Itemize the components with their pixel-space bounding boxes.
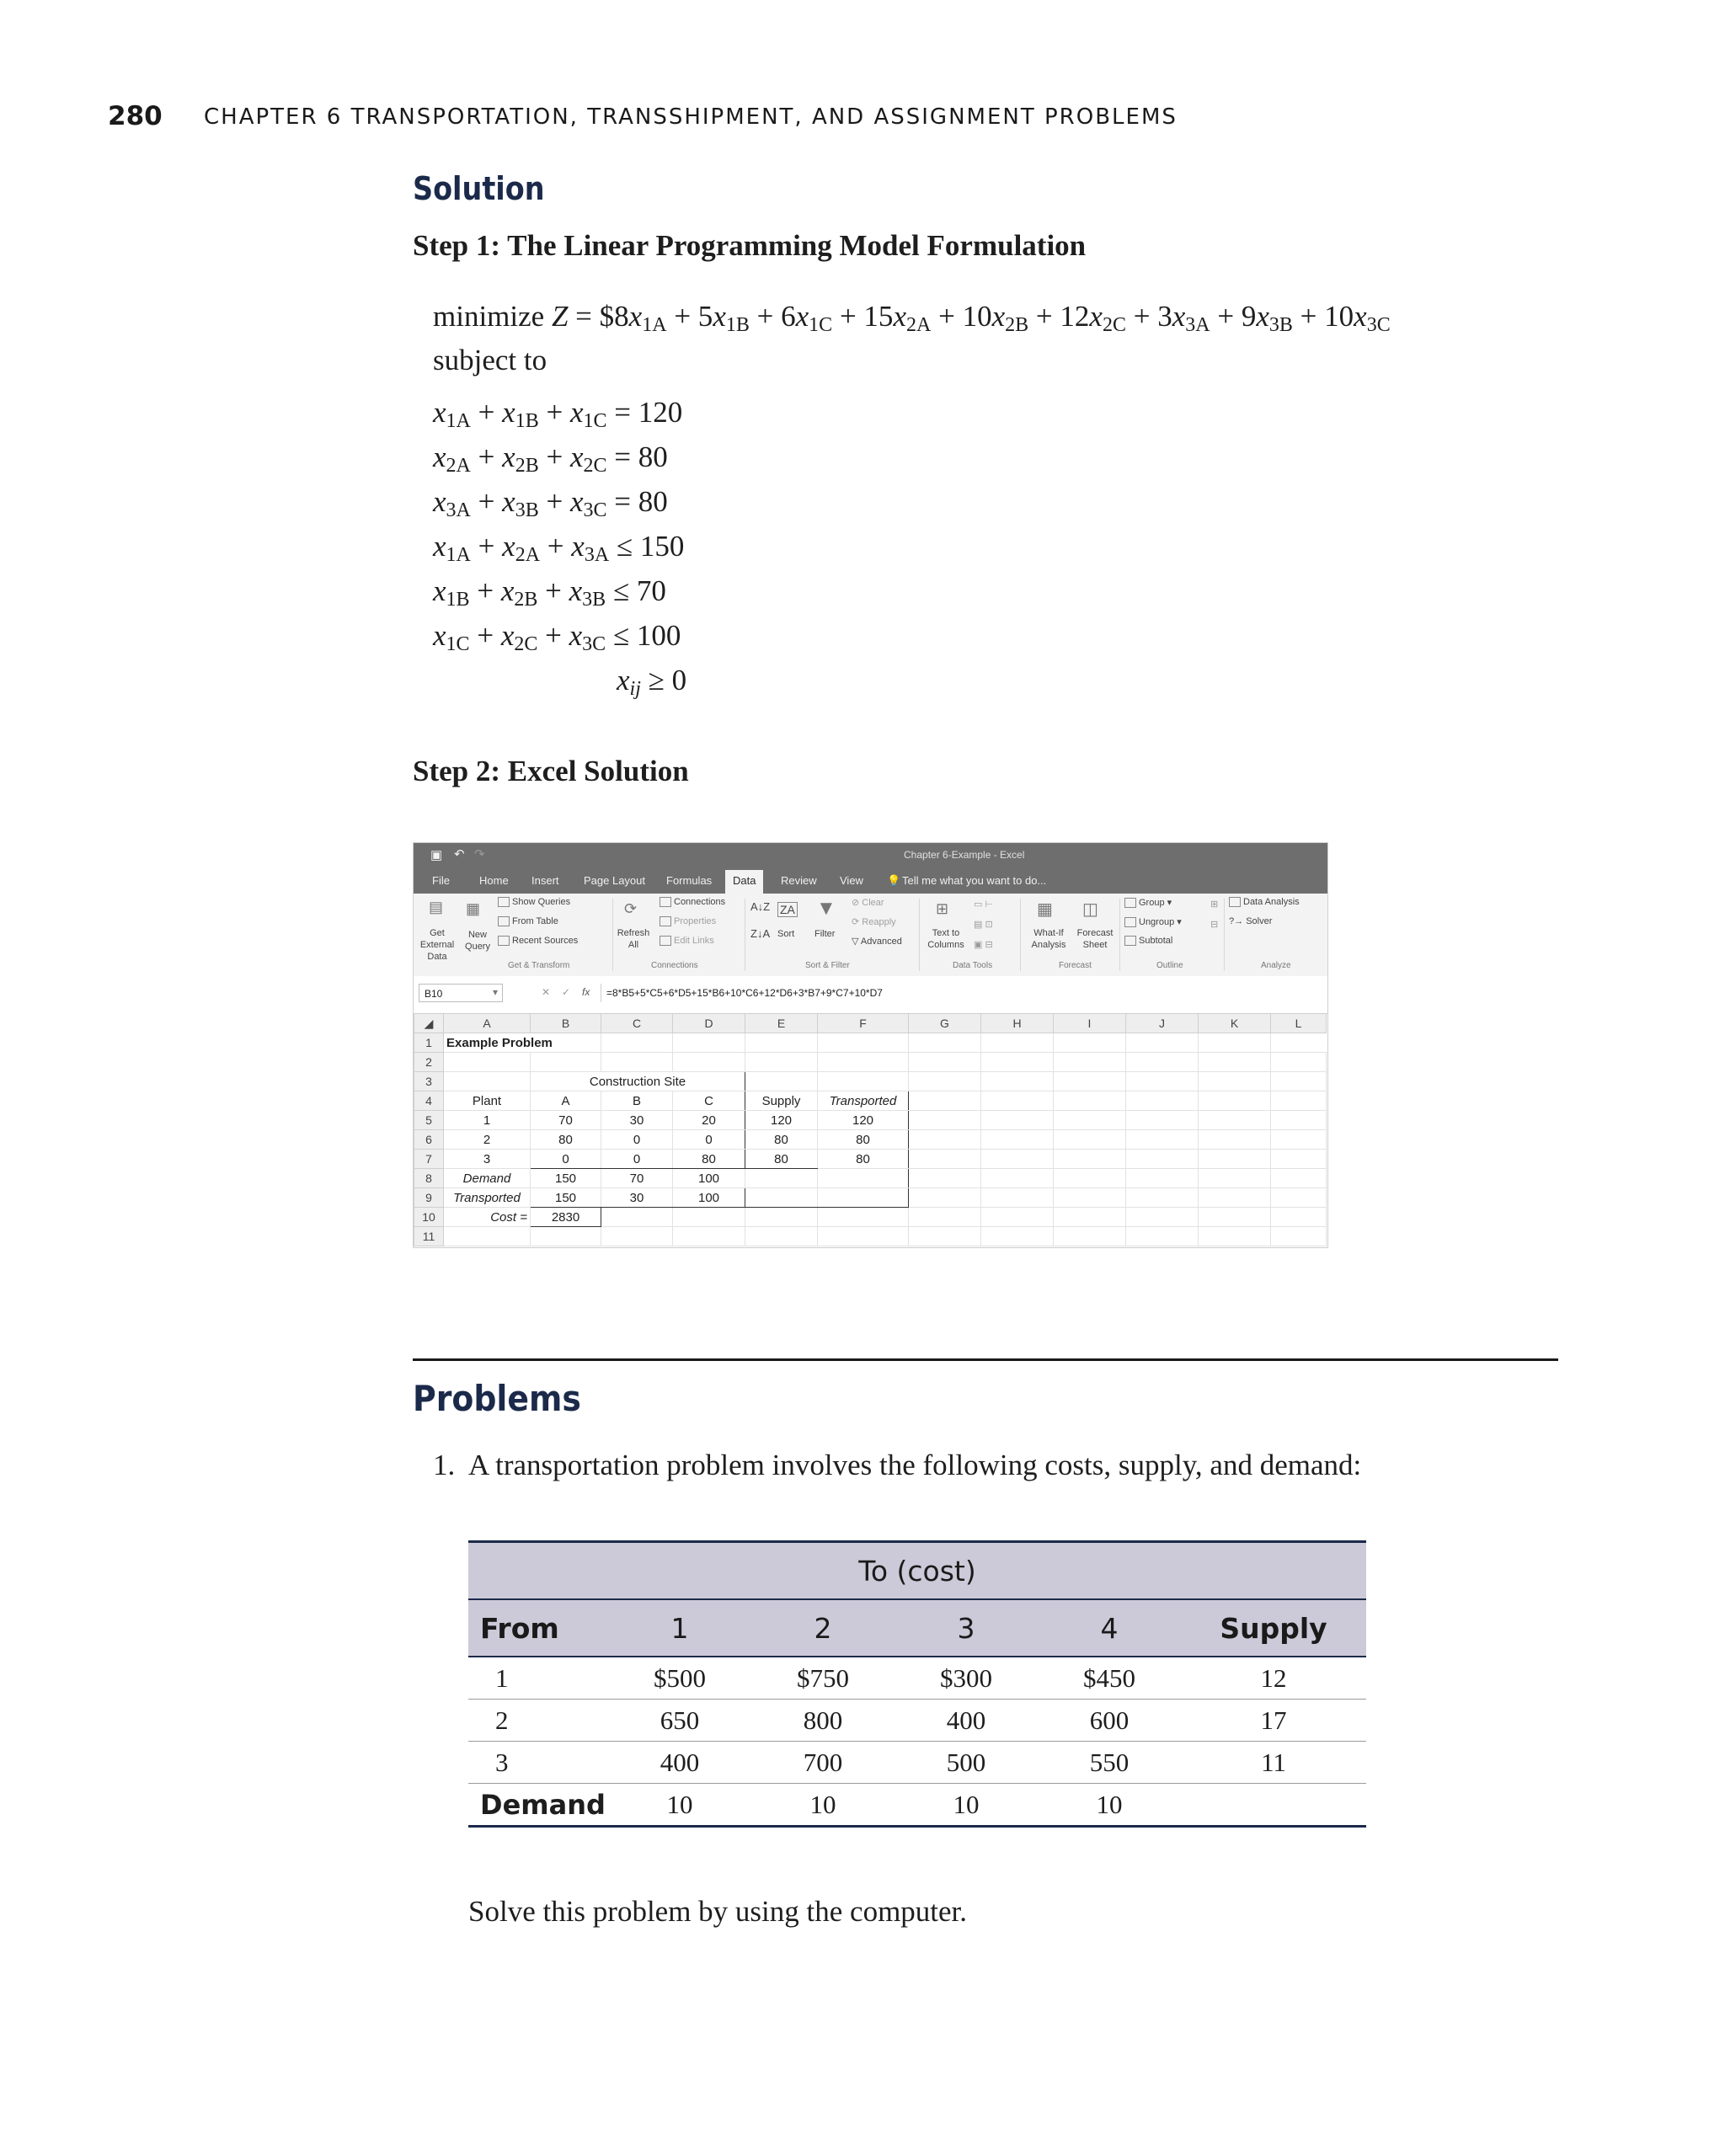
row-header[interactable]: 1 <box>414 1033 444 1053</box>
refresh-all-button[interactable]: Refresh All <box>617 928 650 950</box>
cell-a7[interactable]: 3 <box>444 1150 531 1169</box>
cell-a1[interactable]: Example Problem <box>444 1033 601 1053</box>
cost-cell: $750 <box>751 1657 895 1700</box>
column-header-row <box>414 1014 1327 1033</box>
tab-insert[interactable]: Insert <box>531 874 559 887</box>
table-row <box>468 1700 1366 1742</box>
cost-cell: 650 <box>608 1700 751 1742</box>
table-icon <box>498 916 510 926</box>
row-header[interactable]: 10 <box>414 1208 444 1227</box>
nonnegativity-constraint: $x_{ij} \ge 0$ <box>617 664 687 700</box>
cell-d9[interactable]: 100 <box>673 1188 745 1208</box>
show-detail-icon[interactable]: ⊞ <box>1210 899 1219 910</box>
group-label: Data Tools <box>953 961 993 970</box>
cell-f4[interactable]: Transported <box>818 1091 909 1111</box>
subtotal-icon <box>1124 936 1136 946</box>
sort-ascending-icon[interactable]: A↓Z <box>750 900 771 913</box>
name-box-dropdown-icon[interactable]: ▾ <box>493 986 499 998</box>
supply-header: Supply <box>1181 1599 1366 1657</box>
group-label: Outline <box>1156 961 1183 970</box>
row-header[interactable]: 5 <box>414 1111 444 1130</box>
table-row <box>414 1111 1327 1130</box>
ribbon-divider <box>1020 899 1021 971</box>
tab-file[interactable]: File <box>432 874 450 887</box>
data-validation-icon[interactable]: ▣ ⊟ <box>974 940 993 950</box>
demand-empty-cell <box>1181 1784 1366 1827</box>
advanced-button[interactable]: ▽ Advanced <box>852 937 902 947</box>
column-header[interactable]: A <box>444 1014 531 1033</box>
table-row <box>468 1657 1366 1700</box>
cell-c4[interactable]: B <box>601 1091 673 1111</box>
group-button[interactable]: Group ▾ <box>1124 897 1172 908</box>
objective-function: minimize $Z = \$8x_{1A} + 5x_{1B} + 6x_{1C} + 15x_{2A} + 10x_{2B} + 12x_{2C} + 3x_{3A} + 9x_{3B} + 10x_{3C}$ <box>433 300 1391 336</box>
cost-cell: $450 <box>1038 1657 1181 1700</box>
supply-cell: 11 <box>1181 1742 1366 1784</box>
filter-icon: ▼ <box>816 897 836 920</box>
source-cell: 1 <box>468 1657 608 1700</box>
column-header[interactable]: C <box>601 1014 673 1033</box>
text-to-columns-button[interactable]: Text to Columns <box>927 928 964 950</box>
redo-icon[interactable]: ↷ <box>474 847 485 862</box>
from-header: From <box>468 1599 608 1657</box>
column-header[interactable]: G <box>909 1014 981 1033</box>
hide-detail-icon[interactable]: ⊟ <box>1210 920 1219 930</box>
forecast-sheet-icon: ◫ <box>1082 900 1098 919</box>
forecast-sheet-button[interactable]: Forecast Sheet <box>1076 928 1114 950</box>
cell-f7[interactable]: 80 <box>818 1150 909 1169</box>
cost-cell: $300 <box>895 1657 1038 1700</box>
recent-sources-button[interactable]: Recent Sources <box>498 936 578 946</box>
cell-c5[interactable]: 30 <box>601 1111 673 1130</box>
data-analysis-icon <box>1229 897 1241 907</box>
tell-me-box[interactable]: Tell me what you want to do... <box>902 874 1047 887</box>
step2-heading: Step 2: Excel Solution <box>413 755 689 787</box>
reapply-button[interactable]: ⟳ Reapply <box>852 917 896 927</box>
problem-instruction: Solve this problem by using the computer. <box>468 1895 968 1928</box>
excel-title-bar <box>414 843 1327 867</box>
table-row <box>414 1130 1327 1150</box>
cell-b9[interactable]: 150 <box>531 1188 601 1208</box>
table-header-row <box>468 1599 1366 1657</box>
formula-bar <box>414 976 1327 1014</box>
cost-cell: 500 <box>895 1742 1038 1784</box>
new-query-icon: ▦ <box>466 900 481 917</box>
formula-input[interactable]: =8*B5+5*C5+6*D5+15*B6+10*C6+12*D6+3*B7+9*C7+10*D7 <box>601 984 1316 1002</box>
column-header[interactable]: B <box>531 1014 601 1033</box>
cell-e4[interactable]: Supply <box>745 1091 818 1111</box>
constraint: $x_{1A} + x_{1B} + x_{1C} = 120$ <box>433 396 683 432</box>
cost-cell: 800 <box>751 1700 895 1742</box>
cell-c9[interactable]: 30 <box>601 1188 673 1208</box>
row-header[interactable]: 3 <box>414 1072 444 1091</box>
flash-fill-icon[interactable]: ▭ ⊢ <box>974 899 994 910</box>
table-row <box>414 1227 1327 1246</box>
new-query-button[interactable]: New Query <box>465 930 490 952</box>
ribbon-divider <box>612 899 613 971</box>
row-header[interactable]: 11 <box>414 1227 444 1246</box>
cell-d5[interactable]: 20 <box>673 1111 745 1130</box>
constraint: $x_{3A} + x_{3B} + x_{3C} = 80$ <box>433 485 668 521</box>
group-label: Get & Transform <box>508 961 570 970</box>
cell-b6[interactable]: 80 <box>531 1130 601 1150</box>
save-icon[interactable]: ▣ <box>430 848 443 862</box>
row-header[interactable]: 2 <box>414 1053 444 1072</box>
cell-f6[interactable]: 80 <box>818 1130 909 1150</box>
undo-icon[interactable]: ↶ <box>454 847 465 862</box>
filter-button[interactable]: Filter <box>814 929 836 939</box>
column-header[interactable]: H <box>981 1014 1054 1033</box>
ribbon-divider <box>919 899 920 971</box>
problem-text: A transportation problem involves the following costs, supply, and demand: <box>468 1449 1362 1481</box>
advanced-filter-icon: ▽ <box>852 937 861 947</box>
column-header[interactable]: I <box>1054 1014 1126 1033</box>
get-external-data-icon: ▤ <box>429 899 444 915</box>
destination-header: 1 <box>608 1599 751 1657</box>
constraint: $x_{1A} + x_{2A} + x_{3A} \le 150$ <box>433 530 685 566</box>
source-cell: 2 <box>468 1700 608 1742</box>
cancel-icon[interactable]: ✕ <box>542 986 551 998</box>
table-row <box>414 1188 1327 1208</box>
table-row <box>468 1742 1366 1784</box>
row-header[interactable]: 8 <box>414 1169 444 1188</box>
cell-f5[interactable]: 120 <box>818 1111 909 1130</box>
source-cell: 3 <box>468 1742 608 1784</box>
data-analysis-button[interactable]: Data Analysis <box>1229 897 1300 907</box>
cell-b7[interactable]: 0 <box>531 1150 601 1169</box>
demand-cell: 10 <box>608 1784 751 1827</box>
what-if-analysis-button[interactable]: What-If Analysis <box>1031 928 1066 950</box>
constraint: $x_{1C} + x_{2C} + x_{3C} \le 100$ <box>433 619 681 655</box>
cost-cell: 600 <box>1038 1700 1181 1742</box>
destination-header: 3 <box>895 1599 1038 1657</box>
supply-cell: 12 <box>1181 1657 1366 1700</box>
problem-number: 1. <box>433 1449 456 1481</box>
column-header[interactable]: F <box>818 1014 909 1033</box>
table-row <box>414 1053 1327 1072</box>
column-header[interactable]: D <box>673 1014 745 1033</box>
select-all-corner[interactable]: ◢ <box>414 1014 444 1033</box>
section-divider <box>413 1358 1558 1361</box>
cell-c6[interactable]: 0 <box>601 1130 673 1150</box>
subject-to-label: subject to <box>433 344 547 376</box>
sort-dialog-icon: ZA <box>777 902 798 917</box>
clear-button[interactable]: ⊘ Clear <box>852 898 884 908</box>
solution-heading: Solution <box>413 170 545 207</box>
sort-button[interactable]: Sort <box>777 929 795 939</box>
ungroup-icon <box>1124 917 1136 927</box>
page-number: 280 <box>108 101 163 131</box>
tab-page-layout[interactable]: Page Layout <box>584 874 646 887</box>
column-header[interactable]: L <box>1271 1014 1327 1033</box>
cell-a10[interactable]: Cost = <box>444 1208 531 1227</box>
constraint: $x_{2A} + x_{2B} + x_{2C} = 80$ <box>433 440 668 477</box>
cell-c8[interactable]: 70 <box>601 1169 673 1188</box>
cell-b10[interactable]: 2830 <box>531 1208 601 1227</box>
confirm-icon[interactable]: ✓ <box>562 986 571 998</box>
ribbon-divider <box>1224 899 1225 971</box>
edit-links-button[interactable]: Edit Links <box>660 936 714 946</box>
edit-links-icon <box>660 936 671 946</box>
cost-cell: $500 <box>608 1657 751 1700</box>
cell-d4[interactable]: C <box>673 1091 745 1111</box>
recent-sources-icon <box>498 936 510 946</box>
excel-screenshot <box>413 842 1328 1248</box>
row-header[interactable]: 6 <box>414 1130 444 1150</box>
cost-table <box>468 1540 1366 1828</box>
cell-a9[interactable]: Transported <box>444 1188 531 1208</box>
tab-view[interactable]: View <box>840 874 863 887</box>
cell-a5[interactable]: 1 <box>444 1111 531 1130</box>
row-header[interactable]: 7 <box>414 1150 444 1169</box>
table-row <box>414 1033 1327 1053</box>
cell-e6[interactable]: 80 <box>745 1130 818 1150</box>
what-if-icon: ▦ <box>1037 900 1053 919</box>
spreadsheet-grid <box>414 1013 1327 1246</box>
column-header[interactable]: J <box>1126 1014 1199 1033</box>
cell-b3[interactable]: Construction Site <box>531 1072 745 1091</box>
insert-function-icon[interactable]: fx <box>582 986 590 998</box>
clear-filter-icon: ⊘ <box>852 898 862 908</box>
destination-header: 4 <box>1038 1599 1181 1657</box>
cost-cell: 700 <box>751 1742 895 1784</box>
supply-cell: 17 <box>1181 1700 1366 1742</box>
ungroup-button[interactable]: Ungroup ▾ <box>1124 916 1182 927</box>
tab-review[interactable]: Review <box>781 874 817 887</box>
cell-d8[interactable]: 100 <box>673 1169 745 1188</box>
cell-e7[interactable]: 80 <box>745 1150 818 1169</box>
tab-data[interactable]: Data <box>725 870 763 894</box>
solver-icon: ?→ <box>1229 916 1247 926</box>
refresh-icon: ⟳ <box>624 900 638 917</box>
group-label: Sort & Filter <box>805 961 850 970</box>
group-label: Analyze <box>1261 961 1291 970</box>
properties-icon <box>660 916 671 926</box>
demand-label: Demand <box>468 1784 608 1827</box>
cost-cell: 400 <box>608 1742 751 1784</box>
cell-a4[interactable]: Plant <box>444 1091 531 1111</box>
text-to-columns-icon: ⊞ <box>936 900 949 917</box>
demand-cell: 10 <box>1038 1784 1181 1827</box>
connections-icon <box>660 897 671 907</box>
ribbon-tabs <box>414 867 1327 894</box>
properties-button[interactable]: Properties <box>660 916 716 926</box>
show-queries-icon <box>498 897 510 907</box>
column-header[interactable]: E <box>745 1014 818 1033</box>
row-header[interactable]: 4 <box>414 1091 444 1111</box>
table-row <box>414 1072 1327 1091</box>
cell-c7[interactable]: 0 <box>601 1150 673 1169</box>
table-row <box>414 1150 1327 1169</box>
group-label: Forecast <box>1059 961 1092 970</box>
cell-d7[interactable]: 80 <box>673 1150 745 1169</box>
table-super-header-row <box>468 1542 1366 1600</box>
cell-d6[interactable]: 0 <box>673 1130 745 1150</box>
cell-b4[interactable]: A <box>531 1091 601 1111</box>
remove-duplicates-icon[interactable]: ▤ ⊡ <box>974 920 993 930</box>
step1-heading: Step 1: The Linear Programming Model Formulation <box>413 229 1087 262</box>
connections-button[interactable]: Connections <box>660 897 725 907</box>
table-row <box>414 1091 1327 1111</box>
column-header[interactable]: K <box>1199 1014 1271 1033</box>
reapply-icon: ⟳ <box>852 917 862 927</box>
from-table-button[interactable]: From Table <box>498 916 558 926</box>
demand-cell: 10 <box>751 1784 895 1827</box>
data-ribbon <box>414 894 1327 977</box>
tab-home[interactable]: Home <box>479 874 509 887</box>
name-box[interactable]: B10 <box>419 984 503 1002</box>
get-external-data-button[interactable]: Get External Data <box>419 928 455 962</box>
group-icon <box>1124 898 1136 908</box>
to-cost-header: To (cost) <box>468 1542 1366 1600</box>
group-label: Connections <box>651 961 698 970</box>
constraint: $x_{1B} + x_{2B} + x_{3B} \le 70$ <box>433 574 666 611</box>
show-queries-button[interactable]: Show Queries <box>498 897 570 907</box>
demand-cell: 10 <box>895 1784 1038 1827</box>
table-row <box>414 1208 1327 1227</box>
table-row <box>414 1169 1327 1188</box>
cell-a8[interactable]: Demand <box>444 1169 531 1188</box>
solver-button[interactable]: ?→ Solver <box>1229 916 1273 926</box>
cell-e5[interactable]: 120 <box>745 1111 818 1130</box>
cell-b5[interactable]: 70 <box>531 1111 601 1130</box>
cell-a6[interactable]: 2 <box>444 1130 531 1150</box>
sort-descending-icon[interactable]: Z↓A <box>750 927 771 940</box>
cost-cell: 550 <box>1038 1742 1181 1784</box>
row-header[interactable]: 9 <box>414 1188 444 1208</box>
cell-b8[interactable]: 150 <box>531 1169 601 1188</box>
cost-cell: 400 <box>895 1700 1038 1742</box>
chapter-header: CHAPTER 6 TRANSPORTATION, TRANSSHIPMENT, AND ASSIGNMENT PROBLEMS <box>204 104 1178 130</box>
ribbon-divider <box>1119 899 1120 971</box>
tab-formulas[interactable]: Formulas <box>666 874 713 887</box>
window-title: Chapter 6-Example - Excel <box>904 849 1025 861</box>
subtotal-button[interactable]: Subtotal <box>1124 936 1172 946</box>
demand-row <box>468 1784 1366 1827</box>
lightbulb-icon: 💡 <box>887 874 901 887</box>
destination-header: 2 <box>751 1599 895 1657</box>
problems-heading: Problems <box>413 1378 581 1419</box>
